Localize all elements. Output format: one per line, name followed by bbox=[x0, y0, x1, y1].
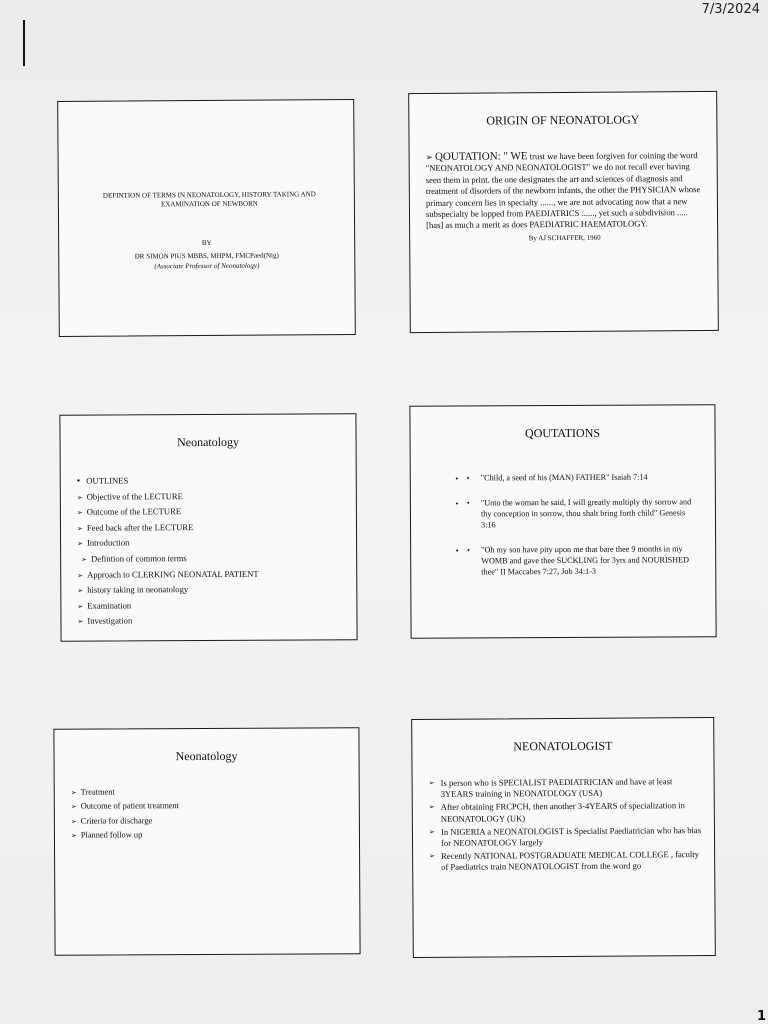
list-item: ➢ Planned follow up bbox=[71, 828, 179, 843]
slide-4-quote-list bbox=[427, 471, 702, 591]
slide-4-quotations bbox=[409, 404, 716, 639]
list-item: ➢ Treatment bbox=[71, 785, 179, 800]
list-item: ➢ Approach to CLERKING NEONATAL PATIENT bbox=[77, 566, 258, 583]
list-item: ➢ Is person who is SPECIALIST PAEDIATRICIAN and have at least 3YEARS training in NEONATOLOGY (USA) bbox=[429, 776, 702, 800]
list-item: ➢ Introduction bbox=[77, 535, 258, 552]
list-item: • • "Child, a seed of his (MAN) FATHER" Isaiah 7:14 bbox=[467, 471, 701, 483]
list-item: ➢ Outcome of patient treatment bbox=[71, 800, 179, 815]
list-item: ➢ After obtaining FRCPCH, then another 3-4YEARS of specialization in NEONATOLOGY (UK) bbox=[429, 800, 702, 824]
slide-6-neonatologist bbox=[411, 717, 716, 958]
slide-1-by: BY bbox=[201, 238, 212, 248]
slide-2-signature: By AJ SCHAFFER, 1960 bbox=[528, 233, 601, 243]
list-item: ➢ history taking in neonatology bbox=[77, 582, 258, 599]
slide-3-title: Neonatology bbox=[177, 434, 240, 450]
slide-1-author-role: (Associate Professor of Neonatology) bbox=[154, 261, 260, 271]
list-item: • • "Oh my son have pity upon me that bare thee 9 months in my WOMB and gave thee SUCKLING for 3yrs and NOURISHED thee" II Maccabes 7:27, Job 34:1-3 bbox=[467, 543, 701, 577]
slide-2-quotation bbox=[426, 150, 704, 245]
slide-5-neonatology bbox=[53, 727, 360, 956]
list-item: ➢ Investigation bbox=[77, 613, 258, 630]
slide-2-quote-body: trust we have been forgiven for coining the word "NEONATOLOGY AND NEONATOLOGIST" we do not recall ever having seen them in print. the one designates the art and sciences of diagnosis and treatment of disorders of the newborn infants, the other the PHYSICIAN whose primary concern lies in specialty ......, we are not advocating now that a new subspecialty be lopped from PAEDIATRICS ......, yet such a subdivision ..... [has] as much a merit as does PAEDIATRIC HAEMATOLOGY. bbox=[425, 150, 701, 231]
slide-1-lecture-title: DEFINTION OF TERMS IN NEONATOLOGY, HISTORY TAKING AND EXAMINATION OF NEWBORN bbox=[102, 190, 316, 209]
list-item: ➢ Criteria for discharge bbox=[71, 814, 179, 829]
margin-mark bbox=[23, 20, 25, 66]
list-item: ➢ Recently NATIONAL POSTGRADUATE MEDICAL COLLEGE , faculty of Paediatrics train NEONATOLOGIST from the word go bbox=[429, 849, 702, 873]
list-item: ➢ Defintion of common terms bbox=[77, 551, 258, 568]
slide-2-quote-lead: QOUTATION: " WE bbox=[434, 150, 528, 163]
list-item: ➢ Outcome of the LECTURE bbox=[77, 504, 258, 521]
slide-5-list bbox=[71, 785, 180, 843]
slide-6-list bbox=[429, 776, 703, 876]
slide-3-outline-list bbox=[77, 473, 259, 630]
slide-6-title: NEONATOLOGIST bbox=[513, 738, 613, 754]
arrow-bullet-icon: ➢ bbox=[425, 151, 436, 162]
list-item: ➢ In NIGERIA a NEONATOLOGIST is Specialist Paediatrician who has bias for NEONATOLOGY largely bbox=[429, 825, 702, 849]
slide-1-title bbox=[57, 99, 356, 337]
list-item: • OUTLINES bbox=[77, 473, 258, 490]
list-item: ➢ Feed back after the LECTURE bbox=[77, 520, 258, 537]
slide-5-title: Neonatology bbox=[175, 748, 238, 764]
slide-1-author-block bbox=[69, 250, 344, 272]
print-date: 7/3/2024 bbox=[701, 2, 760, 17]
slide-1-author: DR SIMON PIUS MBBS, MHPM, FMCPaed(Nig) bbox=[134, 251, 279, 261]
list-item: • • "Unto the woman he said, I will greatly multiply thy sorrow and thy conception in sorrow, thou shalt bring forth child" Genesis 3:16 bbox=[467, 496, 701, 530]
page-number: 1 bbox=[756, 1009, 766, 1024]
slide-4-title: QOUTATIONS bbox=[524, 425, 601, 441]
list-item: ➢ Examination bbox=[77, 597, 258, 614]
slide-2-origin bbox=[408, 91, 719, 333]
slide-2-title: ORIGIN OF NEONATOLOGY bbox=[486, 112, 640, 128]
list-item: ➢ Objective of the LECTURE bbox=[77, 488, 258, 505]
slide-3-outline bbox=[59, 413, 357, 642]
